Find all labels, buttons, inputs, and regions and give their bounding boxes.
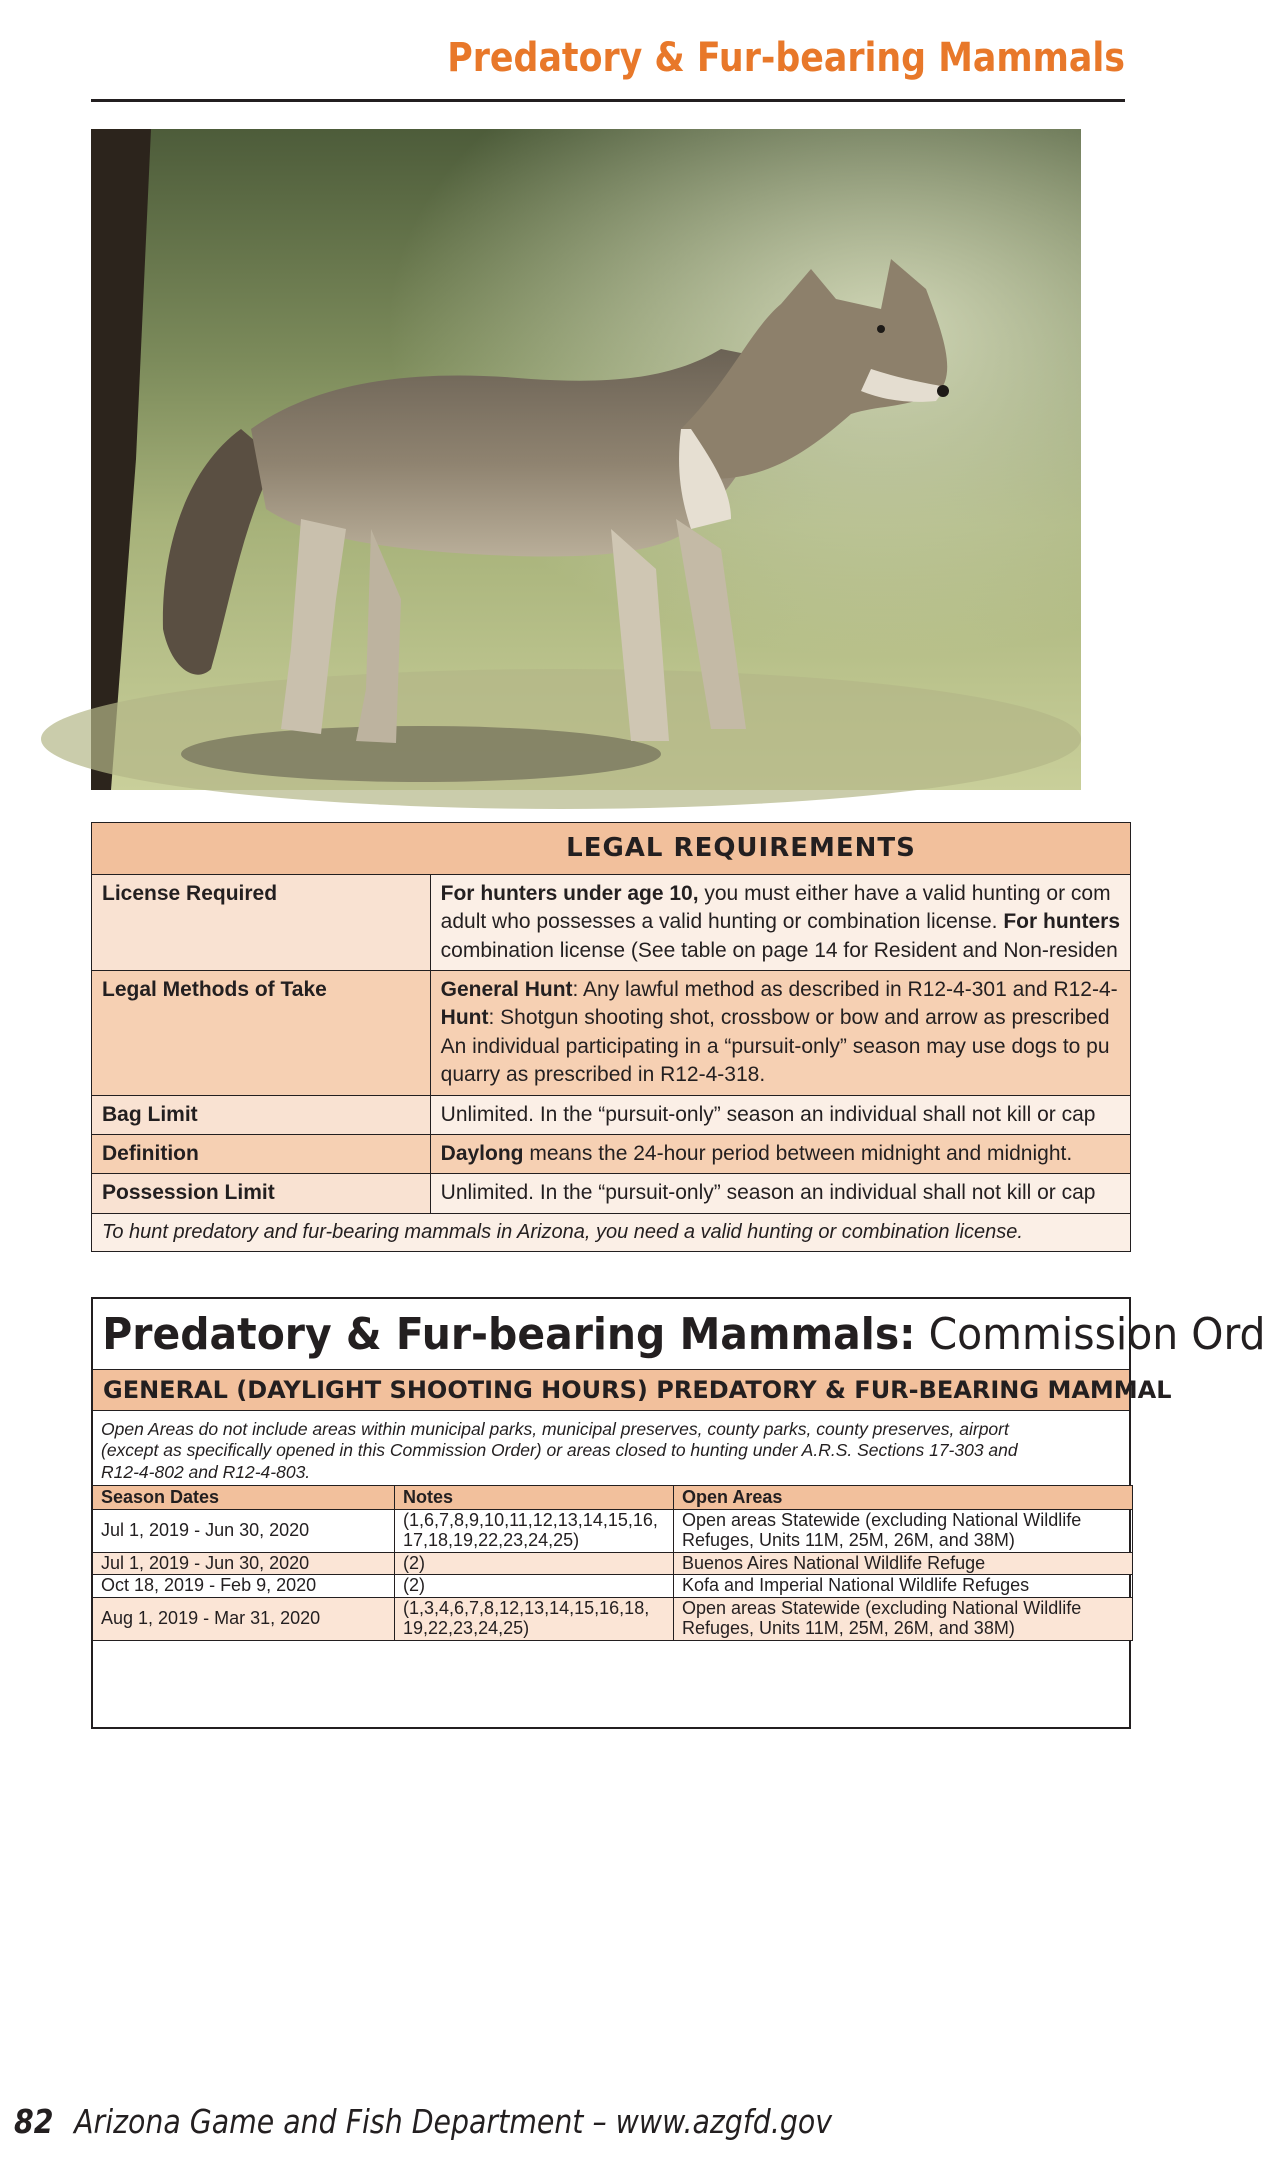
table-row	[93, 1552, 1133, 1575]
legal-label: License Required	[92, 875, 431, 971]
legal-label: Legal Methods of Take	[92, 971, 431, 1095]
legal-value: General Hunt: Any lawful method as described in R12-4-301 and R12-4- Hunt: Shotgun shooting shot, crossbow or bow and arrow as prescribed An individual participating in a “pursuit-only” season may use dogs to pu quarry as prescribed in R12-4-318.	[430, 971, 1130, 1095]
legal-row-definition	[92, 1134, 1131, 1173]
season-dates-cell: Oct 18, 2019 - Feb 9, 2020	[93, 1575, 395, 1598]
legal-requirements-heading: LEGAL REQUIREMENTS	[92, 823, 1131, 875]
footer-text: Arizona Game and Fish Department – www.azgfd.gov	[74, 2102, 833, 2141]
legal-row-possession-limit	[92, 1174, 1131, 1213]
column-header-notes: Notes	[395, 1486, 674, 1510]
coyote-photo	[91, 129, 1081, 790]
open-areas-cell: Open areas Statewide (excluding National Wildlife Refuges, Units 11M, 25M, 26M, and 38M)	[674, 1598, 1133, 1641]
season-dates-cell: Jul 1, 2019 - Jun 30, 2020	[93, 1552, 395, 1575]
open-areas-cell: Kofa and Imperial National Wildlife Refuges	[674, 1575, 1133, 1598]
legal-row-bag-limit	[92, 1095, 1131, 1134]
table-row	[93, 1510, 1133, 1553]
legal-requirements-table	[91, 822, 1131, 1252]
legal-row-methods	[92, 971, 1131, 1095]
title-divider	[91, 99, 1125, 102]
commission-order-subheading: GENERAL (DAYLIGHT SHOOTING HOURS) PREDATORY & FUR-BEARING MAMMAL	[93, 1369, 1129, 1411]
notes-cell: (2)	[395, 1575, 674, 1598]
column-header-open-areas: Open Areas	[674, 1486, 1133, 1510]
page-footer	[14, 2102, 832, 2141]
legal-value: Unlimited. In the “pursuit-only” season an individual shall not kill or cap	[430, 1095, 1130, 1134]
commission-order-heading: Predatory & Fur-bearing Mammals: Commission Ord	[102, 1309, 1266, 1360]
legal-label: Definition	[92, 1134, 431, 1173]
open-areas-note: Open Areas do not include areas within municipal parks, municipal preserves, county parks, county preserves, airport (except as specifically opened in this Commission Order) or areas closed to hunting under A.R.S. Sections 17-303 and R12-4-802 and R12-4-803.	[101, 1419, 1018, 1482]
legal-value: For hunters under age 10, you must either have a valid hunting or com adult who possesses a valid hunting or combination license. For hunters combination license (See table on page 14 for Resident and Non-residen	[430, 875, 1130, 971]
notes-cell: (2)	[395, 1552, 674, 1575]
legal-footnote: To hunt predatory and fur-bearing mammals in Arizona, you need a valid hunting or combination license.	[92, 1213, 1131, 1251]
notes-cell: (1,3,4,6,7,8,12,13,14,15,16,18, 19,22,23,24,25)	[395, 1598, 674, 1641]
legal-value: Daylong means the 24-hour period between midnight and midnight.	[430, 1134, 1130, 1173]
page-number: 82	[14, 2102, 54, 2141]
open-areas-cell: Buenos Aires National Wildlife Refuge	[674, 1552, 1133, 1575]
notes-cell: (1,6,7,8,9,10,11,12,13,14,15,16, 17,18,19,22,23,24,25)	[395, 1510, 674, 1553]
season-table	[93, 1485, 1133, 1641]
legal-label: Possession Limit	[92, 1174, 431, 1213]
page-title: Predatory & Fur-bearing Mammals	[447, 35, 1125, 81]
legal-row-license	[92, 875, 1131, 971]
season-dates-cell: Aug 1, 2019 - Mar 31, 2020	[93, 1598, 395, 1641]
legal-value: Unlimited. In the “pursuit-only” season an individual shall not kill or cap	[430, 1174, 1130, 1213]
season-dates-cell: Jul 1, 2019 - Jun 30, 2020	[93, 1510, 395, 1553]
table-row	[93, 1575, 1133, 1598]
commission-order-box	[91, 1297, 1266, 1729]
open-areas-cell: Open areas Statewide (excluding National Wildlife Refuges, Units 11M, 25M, 26M, and 38M)	[674, 1510, 1133, 1553]
column-header-season-dates: Season Dates	[93, 1486, 395, 1510]
table-row	[93, 1598, 1133, 1641]
legal-label: Bag Limit	[92, 1095, 431, 1134]
